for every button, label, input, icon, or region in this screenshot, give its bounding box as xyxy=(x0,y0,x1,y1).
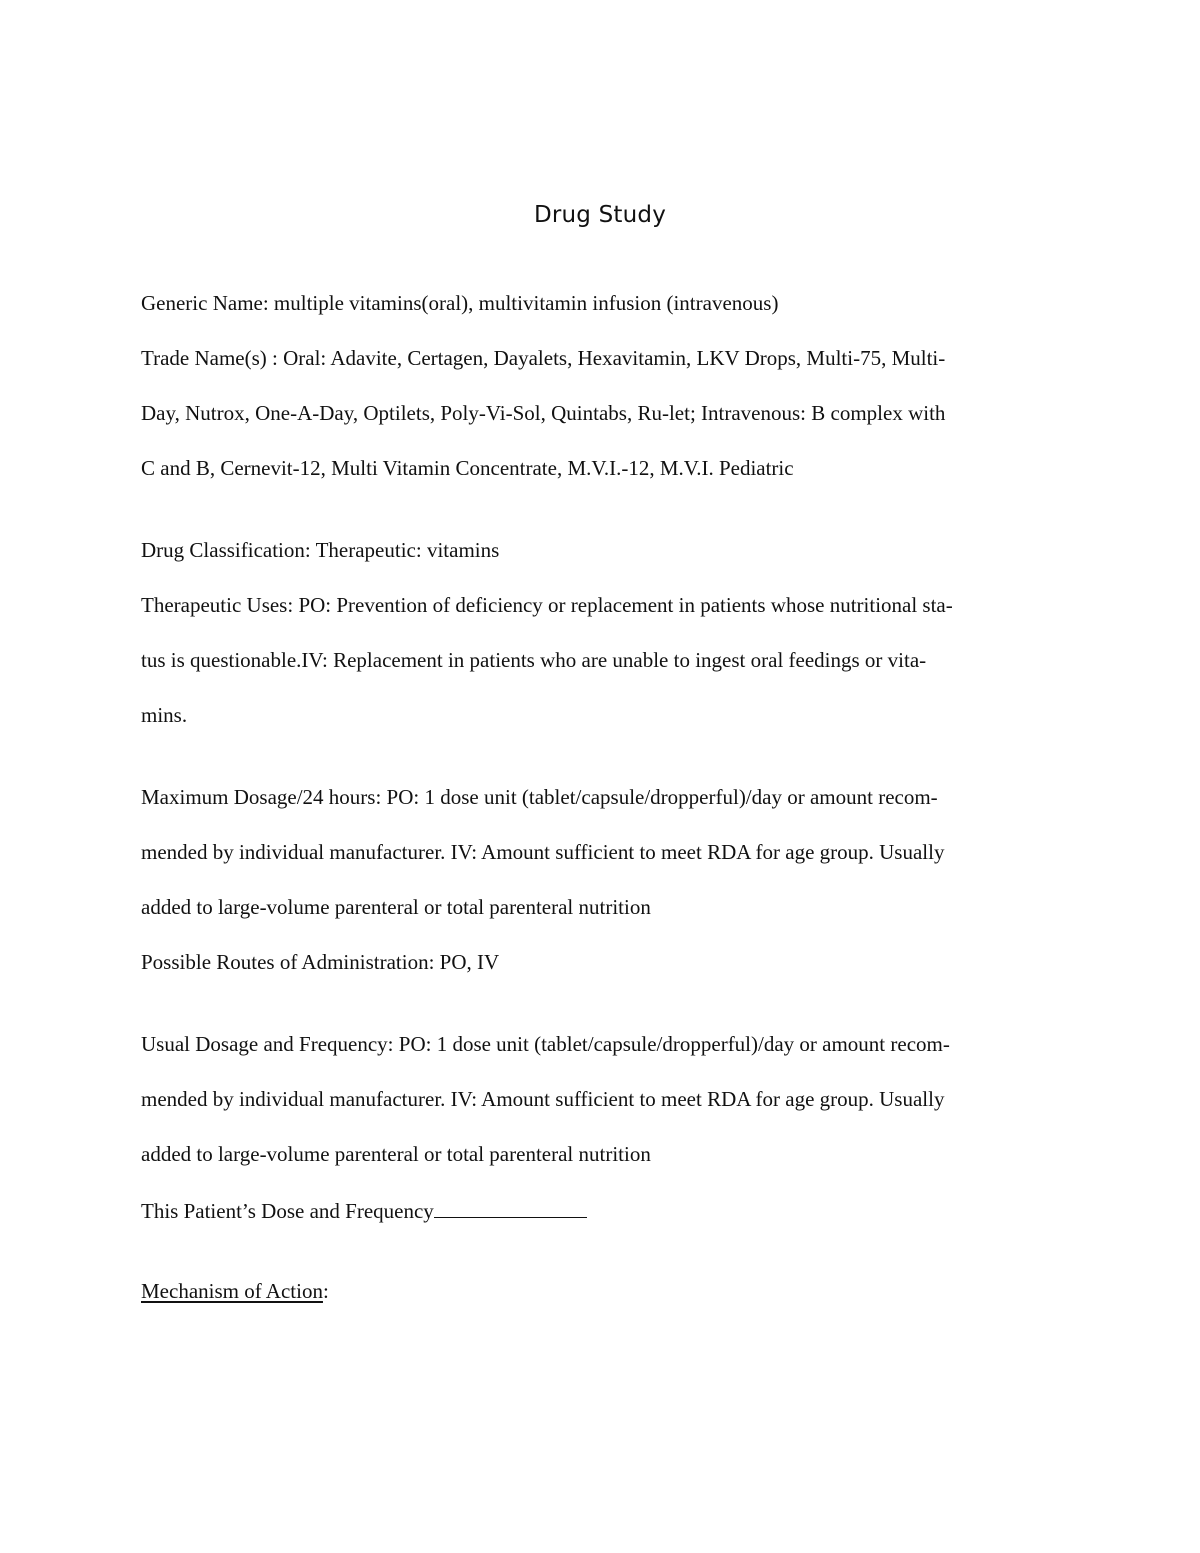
therapeutic-uses-line-3: mins. xyxy=(141,703,188,727)
document-title: Drug Study xyxy=(533,202,667,228)
mechanism-of-action-colon: : xyxy=(322,1279,329,1303)
trade-names-line-3: C and B, Cernevit-12, Multi Vitamin Concentrate, M.V.I.-12, M.V.I. Pediatric xyxy=(141,456,794,480)
usual-dosage-line-1: Usual Dosage and Frequency: PO: 1 dose unit (tablet/capsule/dropperful)/day or amount recom- xyxy=(141,1032,950,1056)
mechanism-of-action-heading: Mechanism of Action xyxy=(141,1279,323,1303)
maximum-dosage-line-1: Maximum Dosage/24 hours: PO: 1 dose unit (tablet/capsule/dropperful)/day or amount recom- xyxy=(141,785,938,809)
trade-names-line-1: Trade Name(s) : Oral: Adavite, Certagen, Dayalets, Hexavitamin, LKV Drops, Multi-75, Multi- xyxy=(141,346,946,370)
mechanism-of-action-line xyxy=(141,1277,329,1305)
patient-dose-blank-field[interactable] xyxy=(434,1195,587,1218)
usual-dosage-line-3: added to large-volume parenteral or total parenteral nutrition xyxy=(141,1142,651,1166)
generic-name-line: Generic Name: multiple vitamins(oral), multivitamin infusion (intravenous) xyxy=(141,291,779,315)
maximum-dosage-line-2: mended by individual manufacturer. IV: Amount sufficient to meet RDA for age group. Usually xyxy=(141,840,945,864)
patient-dose-label: This Patient’s Dose and Frequency xyxy=(141,1199,434,1223)
trade-names-line-2: Day, Nutrox, One-A-Day, Optilets, Poly-Vi-Sol, Quintabs, Ru-let; Intravenous: B complex with xyxy=(141,401,946,425)
patient-dose-line xyxy=(141,1195,587,1225)
maximum-dosage-line-3: added to large-volume parenteral or total parenteral nutrition xyxy=(141,895,651,919)
usual-dosage-line-2: mended by individual manufacturer. IV: Amount sufficient to meet RDA for age group. Usually xyxy=(141,1087,945,1111)
therapeutic-uses-line-1: Therapeutic Uses: PO: Prevention of deficiency or replacement in patients whose nutritional sta- xyxy=(141,593,953,617)
routes-line: Possible Routes of Administration: PO, IV xyxy=(141,950,500,974)
therapeutic-uses-line-2: tus is questionable.IV: Replacement in patients who are unable to ingest oral feedings or vita- xyxy=(141,648,927,672)
drug-classification-line: Drug Classification: Therapeutic: vitamins xyxy=(141,538,500,562)
